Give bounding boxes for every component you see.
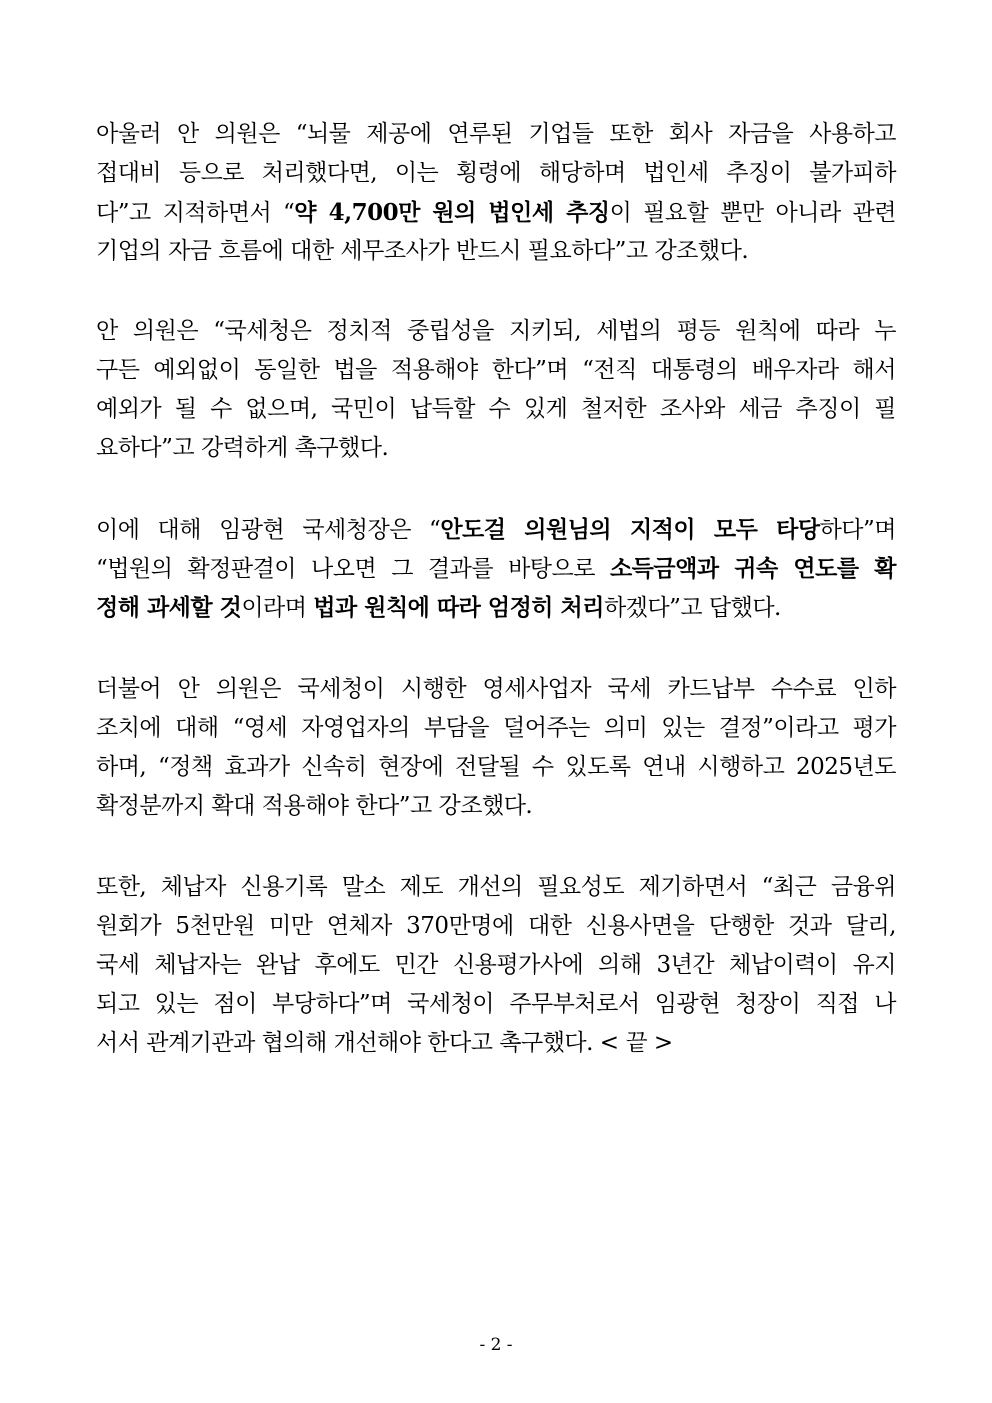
text-line: 다”고 지적하면서 “약 4,700만 원의 법인세 추징이 필요할 뿐만 아니라 관련 [96, 199, 896, 226]
text-line: 확정분까지 확대 적용해야 한다”고 강조했다. [96, 793, 533, 819]
paragraph-1 [96, 115, 896, 271]
text-line: 접대비 등으로 처리했다면, 이는 횡령에 해당하며 법인세 추징이 불가피하 [96, 160, 896, 186]
text-line: 조치에 대해 “영세 자영업자의 부담을 덜어주는 의미 있는 결정”이라고 평가 [96, 715, 896, 741]
text-line: 안 의원은 “국세청은 정치적 중립성을 지키되, 세법의 평등 원칙에 따라 누 [96, 318, 896, 344]
text-line: 원회가 5천만원 미만 연체자 370만명에 대한 신용사면을 단행한 것과 달리, [96, 913, 896, 939]
text-line: 서서 관계기관과 협의해 개선해야 한다고 촉구했다. < 끝 > [96, 1030, 673, 1056]
text-line: 하며, “정책 효과가 신속히 현장에 전달될 수 있도록 연내 시행하고 2025년도 [96, 754, 896, 780]
text-line: 구든 예외없이 동일한 법을 적용해야 한다”며 “전직 대통령의 배우자라 해서 [96, 357, 896, 383]
text-line: 되고 있는 점이 부당하다”며 국세청이 주무부처로서 임광현 청장이 직접 나 [96, 991, 896, 1017]
page-number: - 2 - [479, 1335, 513, 1355]
text-line: 또한, 체납자 신용기록 말소 제도 개선의 필요성도 제기하면서 “최근 금융위 [96, 874, 896, 900]
text-line: 정해 과세할 것이라며 법과 원칙에 따라 엄정히 처리하겠다”고 답했다. [96, 594, 781, 621]
text-line: 예외가 될 수 없으며, 국민이 납득할 수 있게 철저한 조사와 세금 추징이 필 [96, 396, 896, 422]
bold-emphasis: 법과 원칙에 따라 엄정히 처리 [313, 594, 604, 621]
text-line: 요하다”고 강력하게 촉구했다. [96, 435, 389, 461]
text-line: 기업의 자금 흐름에 대한 세무조사가 반드시 필요하다”고 강조했다. [96, 238, 749, 264]
bold-emphasis: 약 4,700만 원의 법인세 추징 [294, 199, 610, 226]
bold-emphasis: 정해 과세할 것 [96, 594, 242, 621]
text-line: 이에 대해 임광현 국세청장은 “안도걸 의원님의 지적이 모두 타당하다”며 [96, 516, 896, 543]
paragraph-5 [96, 868, 896, 1063]
text-line: 국세 체납자는 완납 후에도 민간 신용평가사에 의해 3년간 체납이력이 유지 [96, 952, 896, 978]
text-line: “법원의 확정판결이 나오면 그 결과를 바탕으로 소득금액과 귀속 연도를 확 [96, 555, 896, 582]
paragraph-2 [96, 312, 896, 468]
bold-emphasis: 안도걸 의원님의 지적이 모두 타당 [440, 516, 820, 543]
paragraph-3 [96, 510, 896, 627]
text-line: 더불어 안 의원은 국세청이 시행한 영세사업자 국세 카드납부 수수료 인하 [96, 676, 896, 702]
bold-emphasis: 소득금액과 귀속 연도를 확 [609, 555, 896, 582]
paragraph-4 [96, 670, 896, 826]
text-line: 아울러 안 의원은 “뇌물 제공에 연루된 기업들 또한 회사 자금을 사용하고 [96, 121, 896, 147]
